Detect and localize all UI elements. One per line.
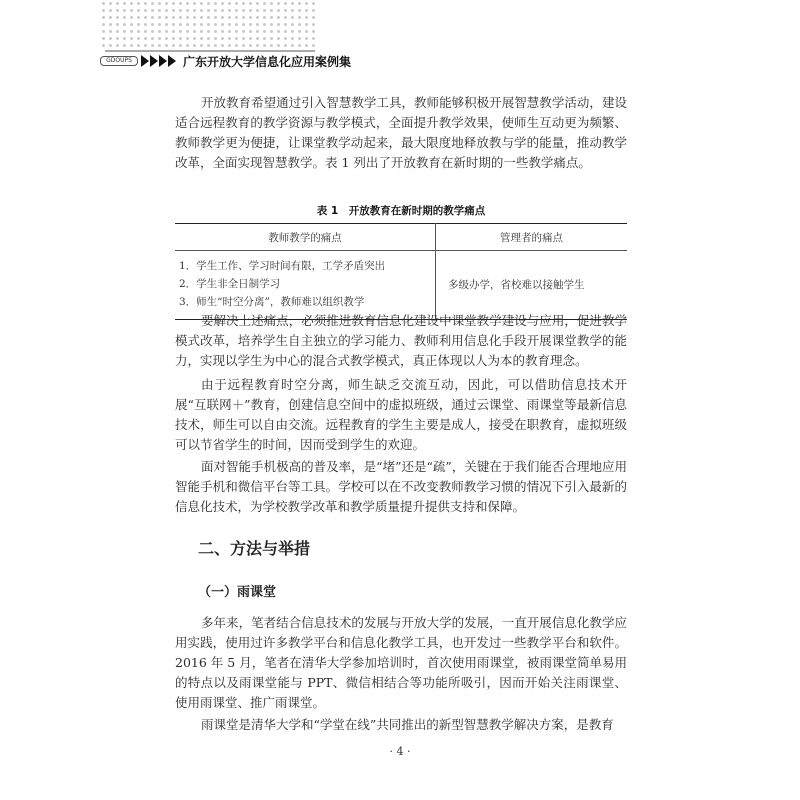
manager-pain-cell: 多级办学，省校难以接触学生 xyxy=(436,251,628,320)
table-caption: 表 1 开放教育在新时期的教学痛点 xyxy=(316,205,486,217)
list-item: 3．师生“时空分离”，教师难以组织教学 xyxy=(179,296,365,308)
pain-points-table xyxy=(175,223,627,320)
table-header-manager: 管理者的痛点 xyxy=(436,224,628,251)
table-row xyxy=(175,251,627,320)
paragraph-1: 开放教育希望通过引入智慧教学工具，教师能够积极开展智慧教学活动，建设适合远程教育的教学资源与教学模式，全面提升教学效果，使师生互动更为频繁、教师教学更为便捷，让课堂教学动起来，最大限度地释放教与学的能量，推动教学改革，全面实现智慧教学。表 1 列出了开放教育在新时期的一些教学痛点。 xyxy=(175,95,627,170)
paragraph-5: 多年来，笔者结合信息技术的发展与开放大学的发展，一直开展信息化教学应用实践，使用过许多教学平台和信息化教学工具，也开发过一些教学平台和软件。2016 年 5 月，笔者在清华大学参加培训时，首次使用雨课堂，被雨课堂简单易用的特点以及雨课堂能与 PPT、微信相结合等功能所吸引，因而开始关注雨课堂、使用雨课堂、推广雨课堂。 xyxy=(175,615,627,710)
table-header-teacher: 教师教学的痛点 xyxy=(175,224,436,251)
section-heading: 二、方法与举措 xyxy=(198,539,311,558)
teacher-pain-cell xyxy=(175,251,436,320)
paragraph-4: 面对智能手机极高的普及率，是“堵”还是“疏”，关键在于我们能否合理地应用智能手机和微信平台等工具。学校可以在不改变教师教学习惯的情况下引入最新的信息化技术，为学校教学改革和教学质量提升提供支持和保障。 xyxy=(175,459,627,514)
running-header xyxy=(100,52,351,70)
sub-heading: （一）雨课堂 xyxy=(198,585,277,600)
header-dot-pattern xyxy=(100,0,315,48)
book-title: 广东开放大学信息化应用案例集 xyxy=(183,54,352,69)
list-item: 2．学生非全日制学习 xyxy=(179,278,281,290)
paragraph-6: 雨课堂是清华大学和“学堂在线”共同推出的新型智慧教学解决方案，是教育 xyxy=(201,717,614,732)
page-number: · 4 · xyxy=(389,745,411,758)
logo: GDOUPS xyxy=(100,56,138,66)
paragraph-3: 由于远程教育时空分离，师生缺乏交流互动，因此，可以借助信息技术开展“互联网＋”教育，创建信息空间中的虚拟班级，通过云课堂、雨课堂等最新信息技术，师生可以自由交流。远程教育的学生主要是成人，接受在职教育，虚拟班级可以节省学生的时间，因而受到学生的欢迎。 xyxy=(175,377,627,452)
list-item: 1．学生工作、学习时间有限，工学矛盾突出 xyxy=(179,260,386,272)
paragraph-2: 要解决上述痛点，必须推进教育信息化建设中课堂教学建设与应用，促进教学模式改革，培养学生自主独立的学习能力、教师利用信息化手段开展课堂教学的能力，实现以学生为中心的混合式教学模式，真正体现以人为本的教育理念。 xyxy=(175,313,627,368)
chevrons-icon xyxy=(141,55,177,67)
